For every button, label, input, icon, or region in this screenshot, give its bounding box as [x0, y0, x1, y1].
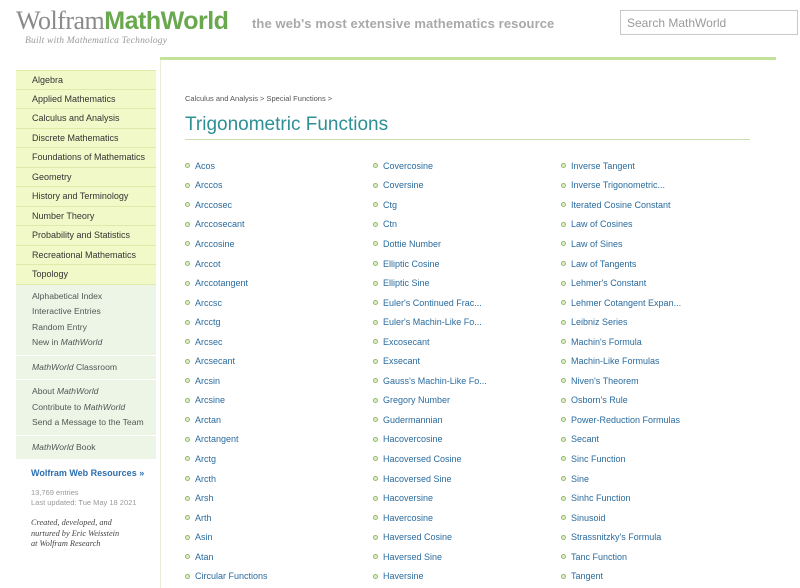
bullet-icon	[373, 378, 378, 383]
title-divider	[185, 139, 750, 140]
entry-label: Lehmer Cotangent Expan...	[571, 297, 682, 308]
entry-label: Gauss's Machin-Like Fo...	[383, 375, 487, 386]
entry-label: Tangent	[571, 571, 604, 582]
bullet-icon	[561, 300, 566, 305]
entry-label: Hacoversed Cosine	[383, 453, 462, 464]
entry-link[interactable]	[373, 332, 487, 352]
bullet-icon	[373, 339, 378, 344]
entry-label: Arcth	[195, 473, 217, 484]
entry-link[interactable]	[185, 410, 268, 430]
nav-item-number-theory[interactable]: Number Theory	[16, 207, 156, 227]
bullet-icon	[185, 202, 190, 207]
entry-label: Exsecant	[383, 356, 421, 367]
bullet-icon	[373, 535, 378, 540]
entry-label: Ctn	[383, 219, 398, 230]
index-links-section	[16, 285, 156, 356]
bullet-icon	[373, 574, 378, 579]
entry-label: Machin-Like Formulas	[571, 356, 660, 367]
contribute-link[interactable]	[32, 400, 156, 416]
entry-label: Arccosine	[195, 238, 235, 249]
entry-link[interactable]	[561, 293, 681, 313]
bullet-icon	[561, 378, 566, 383]
entry-link[interactable]	[561, 273, 681, 293]
classroom-section	[16, 356, 156, 381]
entry-label: Arctan	[195, 414, 222, 425]
entry-label: Elliptic Sine	[383, 278, 430, 289]
entry-label: Sinc Function	[571, 453, 626, 464]
nav-item-probability-and-statistics[interactable]: Probability and Statistics	[16, 226, 156, 246]
entry-link[interactable]	[373, 176, 487, 196]
entry-label: Havercosine	[383, 512, 434, 523]
entry-link[interactable]	[561, 391, 681, 411]
site-stats	[31, 488, 156, 508]
bullet-icon	[373, 222, 378, 227]
bullet-icon	[373, 241, 378, 246]
entry-link[interactable]	[185, 527, 268, 547]
entry-label: Inverse Tangent	[571, 160, 635, 171]
bullet-icon	[185, 417, 190, 422]
bullet-icon	[561, 535, 566, 540]
bullet-icon	[373, 359, 378, 364]
entry-label: Arth	[195, 512, 212, 523]
last-updated: Last updated: Tue May 18 2021	[31, 498, 137, 507]
breadcrumb[interactable]: Calculus and Analysis > Special Functions >	[185, 94, 333, 103]
bullet-icon	[561, 554, 566, 559]
entry-label: Arcctg	[195, 317, 221, 328]
bullet-icon	[185, 554, 190, 559]
entry-column-2	[373, 156, 487, 586]
contribute-label: Contribute to	[32, 401, 82, 412]
entry-link[interactable]	[185, 469, 268, 489]
nav-item-recreational-mathematics[interactable]: Recreational Mathematics	[16, 246, 156, 266]
nav-item-calculus-and-analysis[interactable]: Calculus and Analysis	[16, 109, 156, 129]
resources-section	[16, 460, 156, 550]
nav-item-algebra[interactable]: Algebra	[16, 70, 156, 90]
entry-link[interactable]	[185, 488, 268, 508]
bullet-icon	[373, 300, 378, 305]
entry-label: Dottie Number	[383, 238, 442, 249]
credits	[31, 518, 156, 550]
entry-link[interactable]	[561, 449, 681, 469]
bullet-icon	[373, 554, 378, 559]
search-input[interactable]	[620, 10, 798, 35]
topic-nav	[16, 70, 156, 285]
entry-link[interactable]	[185, 391, 268, 411]
bullet-icon	[373, 515, 378, 520]
classroom-label: Classroom	[75, 361, 118, 372]
bullet-icon	[561, 476, 566, 481]
mathworld-classroom-link[interactable]	[32, 360, 156, 376]
credit-line-3: at Wolfram Research	[31, 539, 101, 548]
entry-label: Lehmer's Constant	[571, 278, 647, 289]
entry-link[interactable]	[373, 195, 487, 215]
nav-item-history-and-terminology[interactable]: History and Terminology	[16, 187, 156, 207]
bullet-icon	[373, 202, 378, 207]
entry-link[interactable]	[561, 332, 681, 352]
entry-label: Iterated Cosine Constant	[571, 199, 671, 210]
entry-label: Osborn's Rule	[571, 395, 628, 406]
entry-link[interactable]	[373, 273, 487, 293]
random-entry-link[interactable]: Random Entry	[32, 321, 87, 332]
entry-link[interactable]	[373, 254, 487, 274]
bullet-icon	[561, 496, 566, 501]
entry-label: Secant	[571, 434, 600, 445]
entry-label: Law of Tangents	[571, 258, 637, 269]
entry-link[interactable]	[185, 234, 268, 254]
entry-link[interactable]	[561, 430, 681, 450]
bullet-icon	[185, 320, 190, 325]
bullet-icon	[185, 574, 190, 579]
entry-link[interactable]	[561, 312, 681, 332]
entry-label: Arcsin	[195, 375, 221, 386]
site-tagline: the web's most extensive mathematics resource	[252, 16, 555, 31]
entry-link[interactable]	[561, 488, 681, 508]
entry-link[interactable]	[373, 508, 487, 528]
mathworld-italic: MathWorld	[32, 361, 74, 372]
entry-label: Law of Cosines	[571, 219, 633, 230]
entry-link[interactable]	[561, 156, 681, 176]
entry-column-3	[561, 156, 681, 586]
entry-link[interactable]	[373, 371, 487, 391]
bullet-icon	[185, 535, 190, 540]
bullet-icon	[373, 183, 378, 188]
entry-link[interactable]	[373, 430, 487, 450]
entry-label: Sinhc Function	[571, 493, 631, 504]
entry-link[interactable]	[373, 449, 487, 469]
entry-link[interactable]	[185, 449, 268, 469]
entry-link[interactable]	[185, 547, 268, 567]
entry-label: Hacovercosine	[383, 434, 443, 445]
entry-link[interactable]	[373, 215, 487, 235]
entry-label: Circular Functions	[195, 571, 268, 582]
entry-label: Euler's Continued Frac...	[383, 297, 482, 308]
entry-link[interactable]	[185, 351, 268, 371]
bullet-icon	[185, 281, 190, 286]
bullet-icon	[561, 515, 566, 520]
mathworld-italic: MathWorld	[56, 386, 99, 396]
entry-link[interactable]	[373, 234, 487, 254]
entry-label: Acos	[195, 160, 216, 171]
bullet-icon	[561, 359, 566, 364]
entry-label: Hacoversine	[383, 493, 434, 504]
entry-label: Arccos	[195, 180, 223, 191]
entry-label: Euler's Machin-Like Fo...	[383, 317, 482, 328]
bullet-icon	[561, 163, 566, 168]
entry-label: Leibniz Series	[571, 317, 628, 328]
entry-label: Gudermannian	[383, 414, 443, 425]
bullet-icon	[561, 241, 566, 246]
book-label: Book	[75, 441, 96, 452]
entry-label: Haversed Cosine	[383, 532, 453, 543]
entry-link[interactable]	[373, 527, 487, 547]
entry-label: Arcsec	[195, 336, 223, 347]
entry-link[interactable]	[373, 566, 487, 586]
mathworld-italic: MathWorld	[32, 441, 74, 452]
logo-tagline: Built with Mathematica Technology	[25, 36, 168, 46]
entry-link[interactable]	[373, 351, 487, 371]
bullet-icon	[561, 183, 566, 188]
bullet-icon	[561, 574, 566, 579]
bullet-icon	[373, 281, 378, 286]
entry-label: Elliptic Cosine	[383, 258, 440, 269]
alphabetical-index-link[interactable]: Alphabetical Index	[32, 290, 103, 301]
logo-mathworld-text: MathWorld	[104, 7, 229, 35]
sidebar	[16, 70, 156, 550]
entry-link[interactable]	[185, 332, 268, 352]
bullet-icon	[561, 281, 566, 286]
entry-label: Machin's Formula	[571, 336, 642, 347]
bullet-icon	[185, 339, 190, 344]
site-header	[0, 0, 800, 50]
entry-link[interactable]	[185, 195, 268, 215]
entry-label: Arcsecant	[195, 356, 236, 367]
bullet-icon	[561, 437, 566, 442]
bullet-icon	[561, 417, 566, 422]
entry-link[interactable]	[373, 293, 487, 313]
bullet-icon	[185, 398, 190, 403]
nav-item-foundations-of-mathematics[interactable]: Foundations of Mathematics	[16, 148, 156, 168]
entry-label: Arccosec	[195, 199, 233, 210]
entry-label: Hacoversed Sine	[383, 473, 452, 484]
new-in-mathworld-link[interactable]	[32, 335, 156, 351]
entry-link[interactable]	[185, 430, 268, 450]
entry-link[interactable]	[185, 371, 268, 391]
entry-label: Asin	[195, 532, 213, 543]
mathworld-italic: MathWorld	[60, 337, 103, 347]
entry-link[interactable]	[561, 371, 681, 391]
entry-link[interactable]	[373, 488, 487, 508]
bullet-icon	[561, 202, 566, 207]
entry-link[interactable]	[561, 254, 681, 274]
bullet-icon	[373, 456, 378, 461]
entry-label: Haversed Sine	[383, 551, 443, 562]
about-mathworld-link[interactable]	[32, 384, 156, 400]
bullet-icon	[185, 241, 190, 246]
bullet-icon	[185, 300, 190, 305]
bullet-icon	[185, 515, 190, 520]
entry-label: Coversine	[383, 180, 424, 191]
page-title: Trigonometric Functions	[185, 114, 389, 135]
bullet-icon	[185, 378, 190, 383]
entry-link[interactable]	[373, 410, 487, 430]
about-section	[16, 380, 156, 436]
bullet-icon	[185, 437, 190, 442]
bullet-icon	[561, 339, 566, 344]
bullet-icon	[185, 183, 190, 188]
entry-link[interactable]	[373, 469, 487, 489]
entry-link[interactable]	[373, 156, 487, 176]
entry-link[interactable]	[373, 391, 487, 411]
bullet-icon	[561, 456, 566, 461]
bullet-icon	[373, 398, 378, 403]
bullet-icon	[373, 320, 378, 325]
entry-label: Niven's Theorem	[571, 375, 639, 386]
bullet-icon	[373, 163, 378, 168]
bullet-icon	[373, 476, 378, 481]
interactive-entries-link[interactable]: Interactive Entries	[32, 306, 101, 316]
wolfram-web-resources-link[interactable]: Wolfram Web Resources »	[31, 468, 145, 478]
entry-label: Arctangent	[195, 434, 239, 445]
bullet-icon	[185, 222, 190, 227]
entry-label: Arccosecant	[195, 219, 245, 230]
entry-link[interactable]	[185, 156, 268, 176]
nav-item-topology[interactable]: Topology	[16, 265, 156, 285]
entry-link[interactable]	[185, 254, 268, 274]
entries-count: 13,769 entries	[31, 488, 79, 497]
entry-label: Ctg	[383, 199, 398, 210]
entry-column-1	[185, 156, 268, 586]
entry-link[interactable]	[561, 566, 681, 586]
entry-link[interactable]	[185, 215, 268, 235]
bullet-icon	[185, 163, 190, 168]
bullet-icon	[373, 417, 378, 422]
entry-link[interactable]	[561, 176, 681, 196]
entry-label: Arccotangent	[195, 278, 249, 289]
entry-link[interactable]	[561, 469, 681, 489]
bullet-icon	[561, 222, 566, 227]
bullet-icon	[373, 437, 378, 442]
entry-label: Law of Sines	[571, 238, 623, 249]
entry-link[interactable]	[185, 293, 268, 313]
entry-link[interactable]	[561, 351, 681, 371]
nav-item-geometry[interactable]: Geometry	[16, 168, 156, 188]
entry-link[interactable]	[561, 410, 681, 430]
bullet-icon	[561, 398, 566, 403]
entry-label: Covercosine	[383, 160, 434, 171]
book-section	[16, 436, 156, 461]
entry-label: Haversine	[383, 571, 424, 582]
entry-link[interactable]	[185, 176, 268, 196]
entry-label: Atan	[195, 551, 214, 562]
entry-label: Arccot	[195, 258, 221, 269]
credit-line-2: nurtured by Eric Weisstein	[31, 528, 120, 538]
bullet-icon	[185, 496, 190, 501]
entry-link[interactable]	[185, 312, 268, 332]
entry-link[interactable]	[185, 273, 268, 293]
entry-label: Sine	[571, 473, 590, 484]
credit-line-1: Created, developed, and	[31, 518, 112, 527]
bullet-icon	[373, 261, 378, 266]
mathworld-italic: MathWorld	[83, 401, 126, 412]
bullet-icon	[561, 261, 566, 266]
entry-link[interactable]	[561, 234, 681, 254]
entry-label: Gregory Number	[383, 395, 451, 406]
entry-link[interactable]	[561, 195, 681, 215]
bullet-icon	[185, 261, 190, 266]
entry-label: Arctg	[195, 453, 217, 464]
entry-link[interactable]	[561, 527, 681, 547]
bullet-icon	[185, 476, 190, 481]
entry-label: Tanc Function	[571, 551, 628, 562]
entry-link[interactable]	[561, 215, 681, 235]
wolfram-mathworld-logo[interactable]	[16, 6, 228, 46]
logo-wolfram-text: Wolfram	[16, 6, 105, 35]
entry-label: Arcsine	[195, 395, 226, 406]
entry-label: Arccsc	[195, 297, 222, 308]
about-label: About	[32, 386, 55, 396]
entry-link[interactable]	[561, 508, 681, 528]
bullet-icon	[373, 496, 378, 501]
entry-link[interactable]	[373, 312, 487, 332]
bullet-icon	[561, 320, 566, 325]
entry-label: Inverse Trigonometric...	[571, 180, 666, 191]
entry-link[interactable]	[185, 508, 268, 528]
entry-link[interactable]	[561, 547, 681, 567]
nav-item-applied-mathematics[interactable]: Applied Mathematics	[16, 90, 156, 110]
entry-link[interactable]	[185, 566, 268, 586]
bullet-icon	[185, 359, 190, 364]
bullet-icon	[185, 456, 190, 461]
nav-item-discrete-mathematics[interactable]: Discrete Mathematics	[16, 129, 156, 149]
send-message-link[interactable]: Send a Message to the Team	[32, 417, 144, 427]
new-in-label: New in	[32, 337, 59, 347]
entry-label: Strassnitzky's Formula	[571, 532, 662, 543]
entry-link[interactable]	[373, 547, 487, 567]
main-content	[160, 60, 776, 588]
entry-label: Arsh	[195, 493, 214, 504]
entry-label: Power-Reduction Formulas	[571, 414, 681, 425]
entry-label: Excosecant	[383, 336, 430, 347]
mathworld-book-link[interactable]	[32, 440, 156, 456]
entry-label: Sinusoid	[571, 512, 606, 523]
